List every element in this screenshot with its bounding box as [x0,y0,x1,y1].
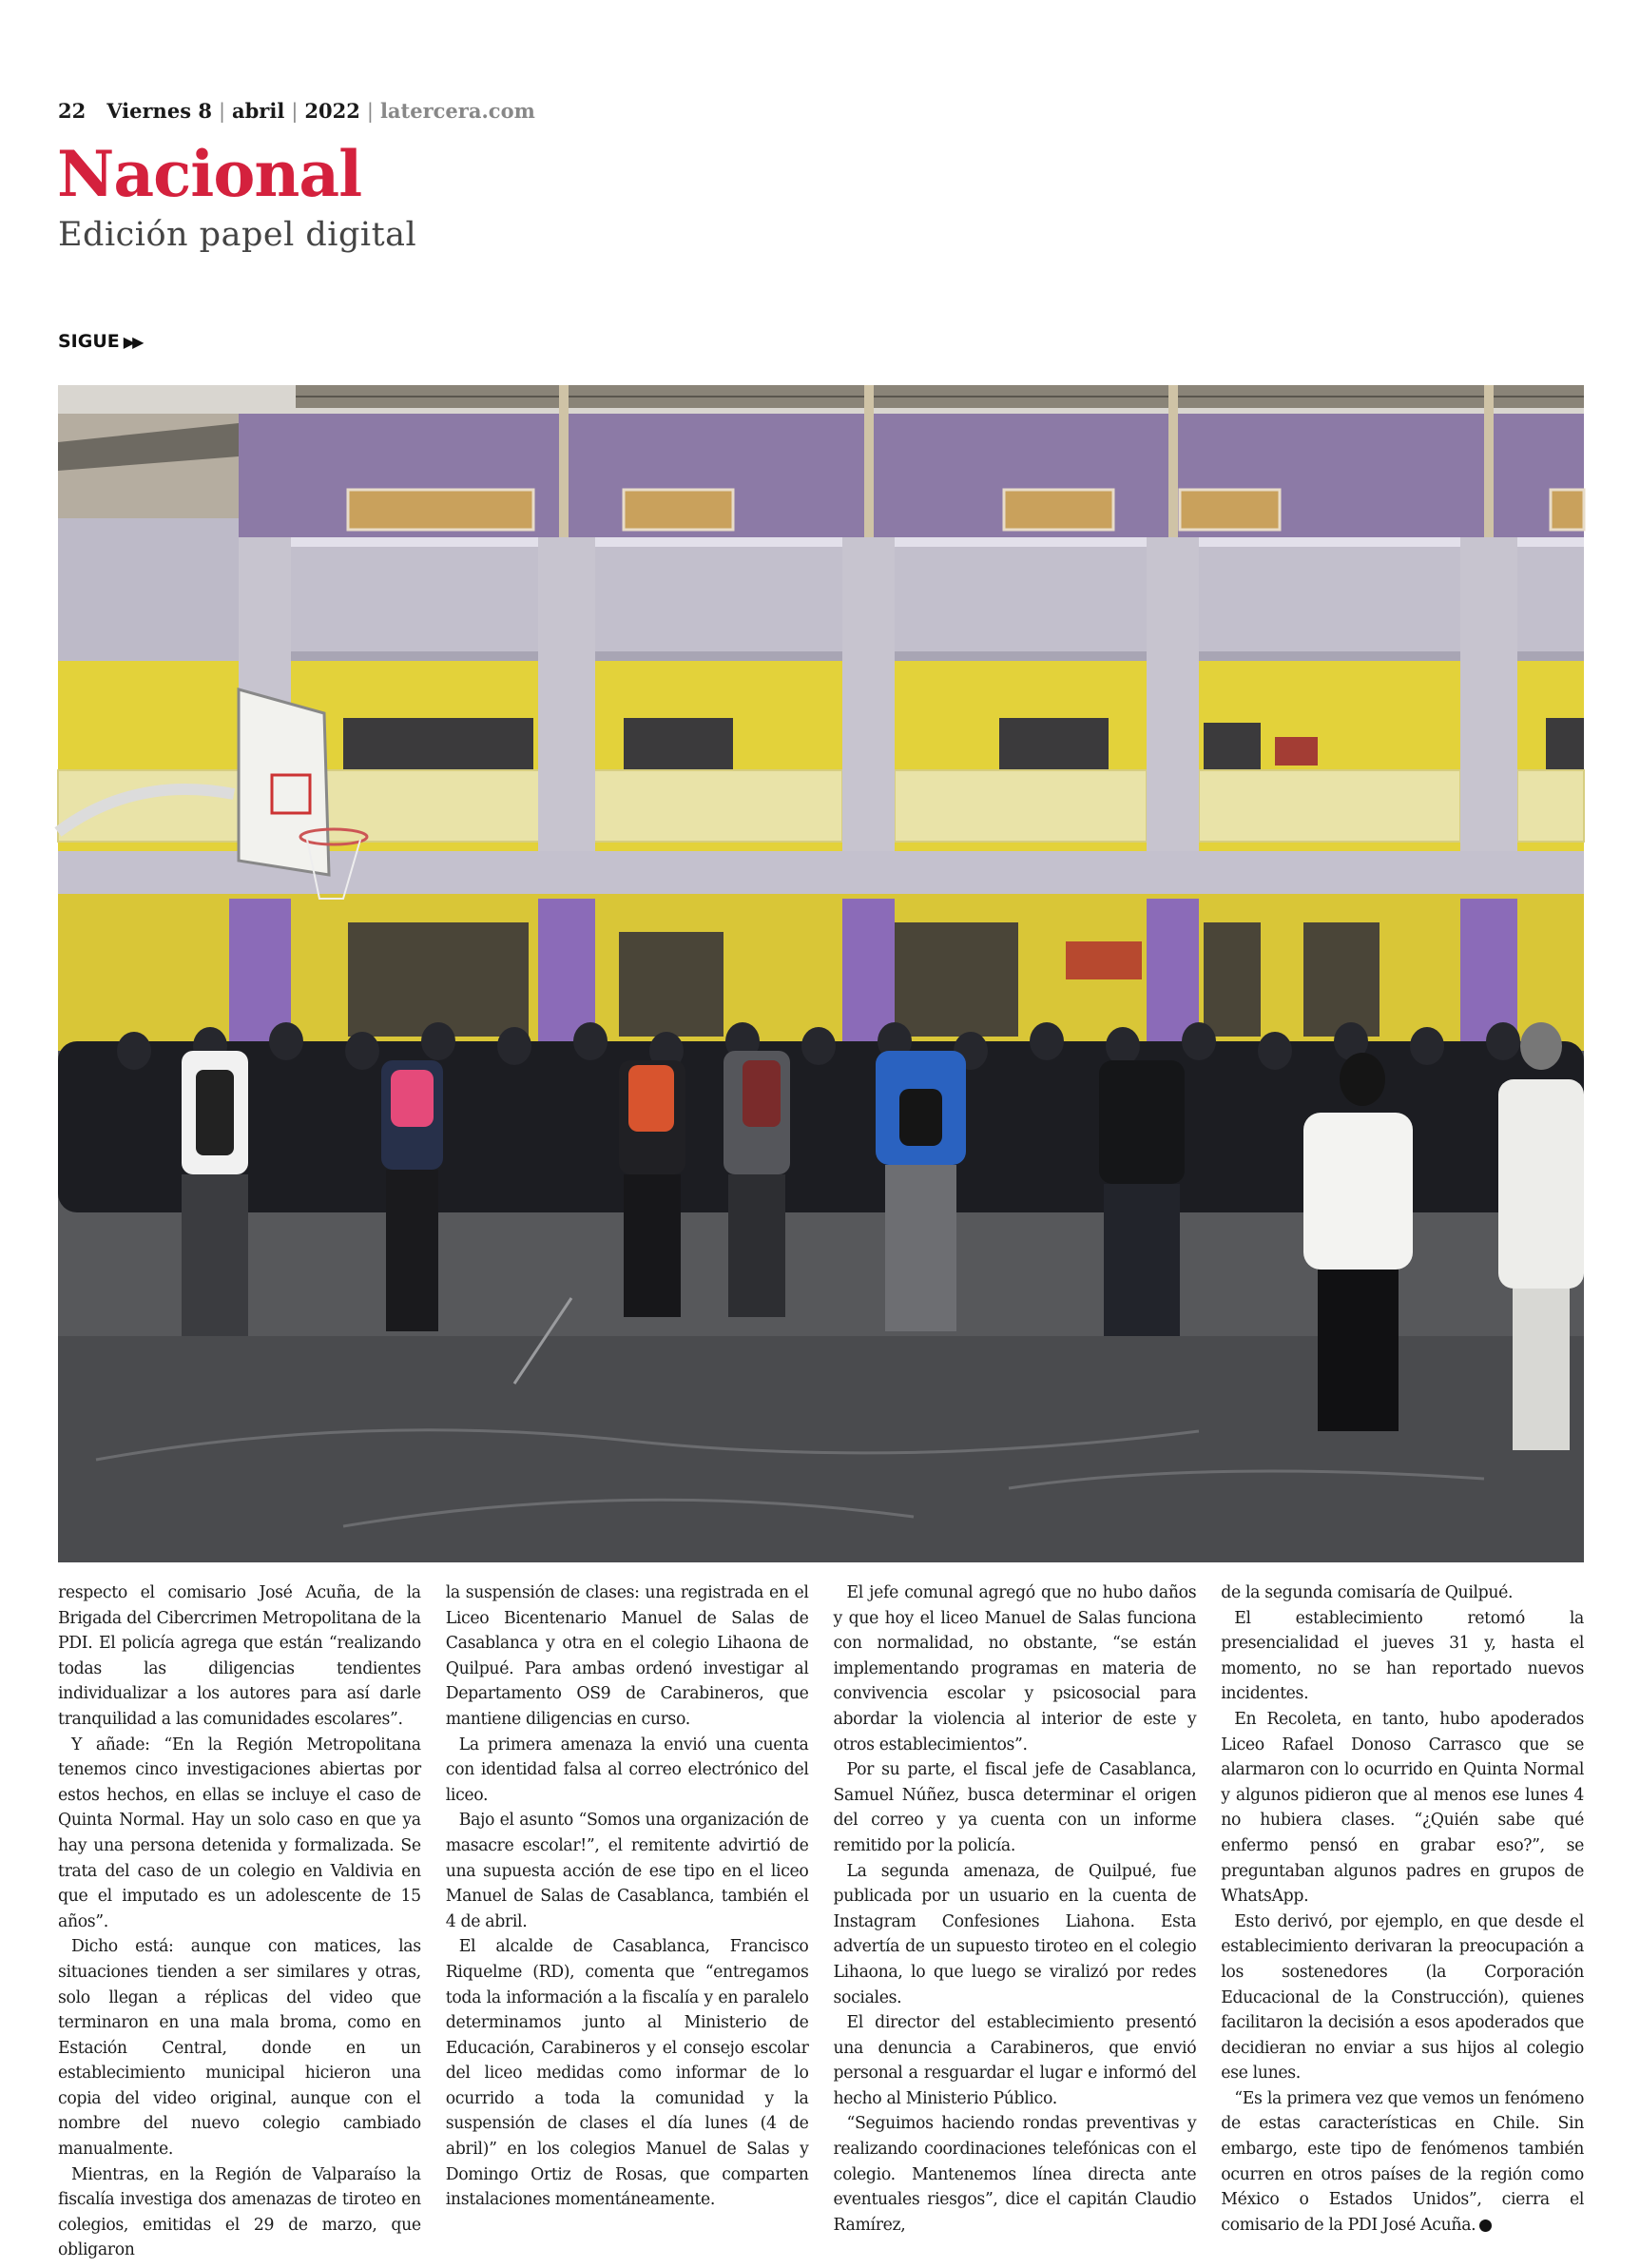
paragraph: El alcalde de Casablanca, Francisco Riquelme (RD), comenta que “entregamos toda la información a la fiscalía y en paralelo determinamos junto al Ministerio de Educación, Carabineros y el consejo escolar del liceo medidas como informar de lo ocurrido a toda la comunidad y la suspensión de clases el día lunes (4 de abril)” en los colegios Manuel de Salas y Domingo Ortiz de Rosas, que comparten instalaciones momentáneamente. [445,1937,809,2210]
paragraph: Dicho está: aunque con matices, las situaciones tienden a ser similares y otras, solo llegan a réplicas del video que terminaron en una mala broma, como en Estación Central, donde en un establecimiento municipal hicieron una copia del video original, aunque con el nombre del nuevo colegio cambiado manualmente. [58,1937,421,2160]
photo-illustration [58,385,1584,1562]
paragraph: El establecimiento retomó la presencialidad el jueves 31 y, hasta el momento, no se han reportado nuevos incidentes. [1221,1608,1584,1704]
paragraph: Bajo el asunto “Somos una organización de masacre escolar!”, el remitente advirtió de una supuesta acción de ese tipo en el liceo Manuel de Salas de Casablanca, también el 4 de abril. [445,1811,809,1931]
page-header [58,99,535,123]
paragraph: Mientras, en la Región de Valparaíso la fiscalía investiga dos amenazas de tiroteo en colegios, emitidas el 29 de marzo, que obligaron [58,2164,421,2260]
article-columns [58,1580,1584,2260]
page-number: 22 [58,99,87,123]
article-column-3 [834,1580,1197,2263]
paragraph-final [1221,2086,1584,2239]
header-separator: | [291,99,299,123]
header-separator: | [366,99,374,123]
paragraph: El jefe comunal agregó que no hubo daños y que hoy el liceo Manuel de Salas funciona con normalidad, no obstante, “se están implementando programas en materia de convivencia escolar y psicosocial para abordar la violencia al interior de este y otros establecimientos”. [833,1583,1197,1754]
paragraph: “Seguimos haciendo rondas preventivas y realizando coordinaciones telefónicas con el colegio. Mantenemos línea directa ante eventuales riesgos”, dice el capitán Claudio Ramírez, [833,2114,1197,2235]
paragraph: Y añade: “En la Región Metropolitana tenemos cinco investigaciones abiertas por estos hechos, en ellas se incluye el caso de Quinta Normal. Hay un solo caso en que ya hay una persona detenida y formalizada. Se trata del caso de un colegio en Valdivia en que el imputado es un adolescente de 15 años”. [58,1735,421,1931]
header-day: Viernes 8 [106,99,212,123]
sigue-label: SIGUE [58,331,120,352]
paragraph: Esto derivó, por ejemplo, en que desde el establecimiento derivaran la preocupación a los sostenedores (la Corporación Educacional de la Construcción), quienes facilitaron la decisión a esos apoderados que decidieran no enviar a sus hijos al colegio ese lunes. [1221,1911,1584,2084]
paragraph: La primera amenaza la envió una cuenta con identidad falsa al correo electrónico del liceo. [445,1735,809,1805]
paragraph: En Recoleta, en tanto, hubo apoderados Liceo Rafael Donoso Carrasco que se alarmaron con lo ocurrido en Quinta Normal y algunos pidieron que al menos ese lunes 4 no hubiera clases. “¿Quién sabe qué enfermo pensó en grabar eso?”, se preguntaban algunos padres en grupos de WhatsApp. [1221,1709,1584,1907]
header-year: 2022 [304,99,360,123]
end-of-article-icon [1479,2220,1492,2232]
sigue-marker [58,331,141,352]
article-column-1 [58,1580,421,2263]
paragraph: Por su parte, el fiscal jefe de Casablanca, Samuel Núñez, busca determinar el origen del correo y ya cuenta con un informe remitido por la policía. [833,1760,1197,1855]
paragraph: de la segunda comisaría de Quilpué. [1221,1583,1514,1602]
school-courtyard-photo [58,385,1584,1562]
paragraph: respecto el comisario José Acuña, de la Brigada del Cibercrimen Metropolitana de la PDI. El policía agrega que están “realizando todas las diligencias tendientes individualizar a los autores para así darle tranquilidad a las comunidades escolares”. [58,1583,421,1729]
article-column-4 [1221,1580,1584,2263]
header-separator: | [218,99,226,123]
paragraph: la suspensión de clases: una registrada en el Liceo Bicentenario Manuel de Salas de Casablanca y otra en el colegio Lihaona de Quilpué. Para ambas ordenó investigar al Departamento OS9 de Carabineros, que mantiene diligencias en curso. [445,1583,809,1729]
sigue-arrows-icon: ▶▶ [123,332,142,351]
section-title: Nacional [57,137,362,211]
header-site-link[interactable]: latercera.com [379,99,535,123]
paragraph: El director del establecimiento presentó una denuncia a Carabineros, que envió personal a resguardar el lugar e informó del hecho al Ministerio Público. [833,2013,1197,2108]
section-subtitle: Edición papel digital [58,216,417,254]
paragraph: La segunda amenaza, de Quilpué, fue publicada por un usuario en la cuenta de Instagram Confesiones Liahona. Esta advertía de un supuesto tiroteo en el colegio Lihaona, lo que luego se viralizó por redes sociales. [833,1861,1197,2007]
article-column-2 [446,1580,809,2263]
paragraph-final-text: “Es la primera vez que vemos un fenómeno de estas características en Chile. Sin embargo, este tipo de fenómenos también ocurren en otros países de la región como México o Estados Unidos”, cierra el comisario de la PDI José Acuña. [1221,2088,1584,2235]
header-month: abril [232,99,285,123]
